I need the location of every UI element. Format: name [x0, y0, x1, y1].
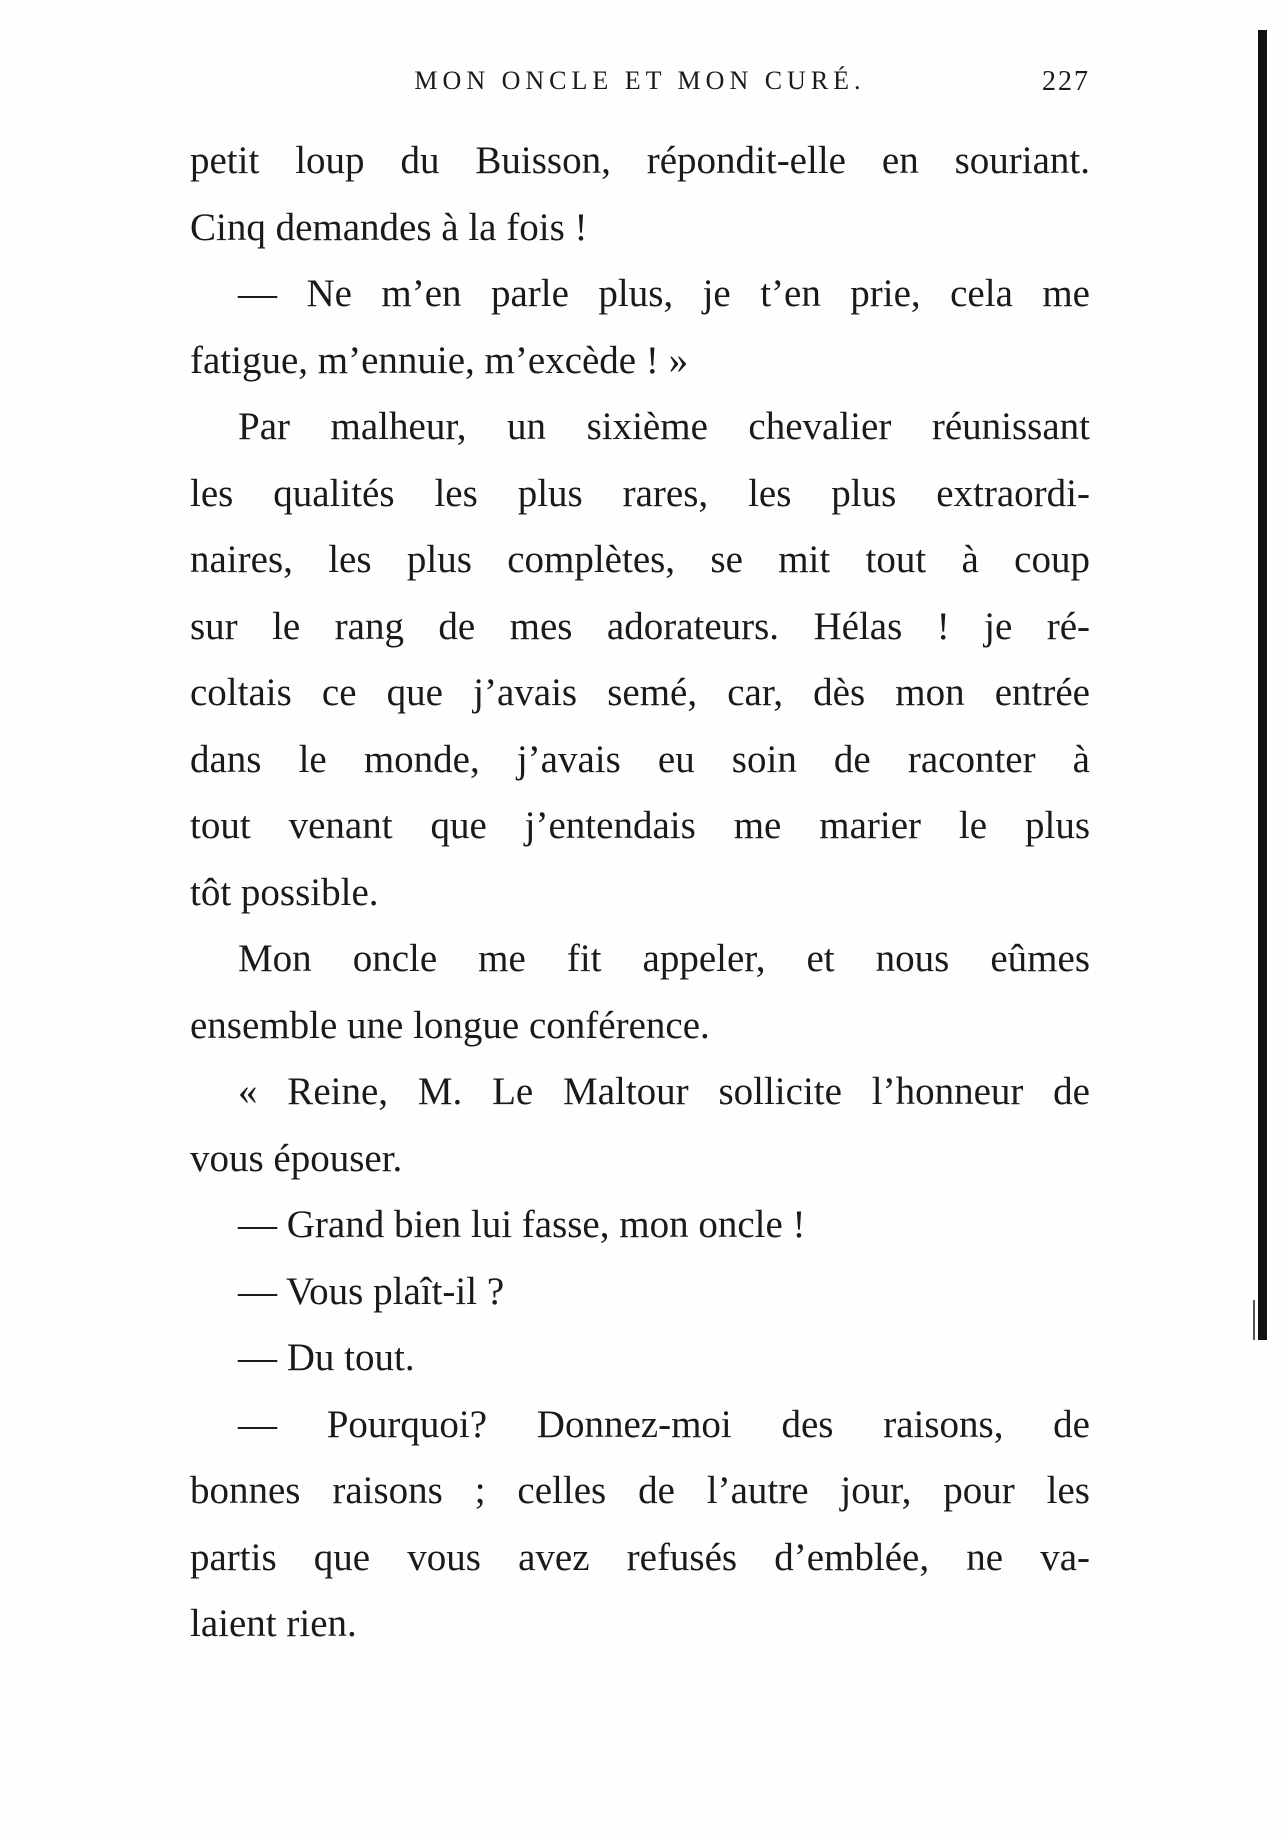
text-line: — Ne m’en parle plus, je t’en prie, cela me — [238, 272, 1090, 315]
text-line: — Pourquoi? Donnez-moi des raisons, de — [238, 1402, 1090, 1446]
text-line: Cinq demandes à la fois ! — [190, 205, 588, 249]
body-text — [190, 128, 1090, 1658]
text-line: naires, les plus complètes, se mit tout à coup — [190, 538, 1090, 581]
running-head — [190, 66, 1090, 106]
binding-edge-shadow — [1253, 1300, 1255, 1340]
text-line: laient rien. — [190, 1602, 357, 1645]
text-line: les qualités les plus rares, les plus extraordi- — [190, 471, 1090, 515]
text-line: partis que vous avez refusés d’emblée, ne va- — [190, 1535, 1090, 1579]
binding-edge — [1258, 30, 1267, 1340]
text-line: « Reine, M. Le Maltour sollicite l’honneur de — [238, 1070, 1090, 1113]
text-line: — Vous plaît-il ? — [238, 1269, 505, 1313]
text-line: dans le monde, j’avais eu soin de raconter à — [190, 737, 1090, 781]
text-line: bonnes raisons ; celles de l’autre jour, pour les — [190, 1469, 1090, 1512]
text-line: petit loup du Buisson, répondit-elle en souriant. — [190, 139, 1090, 182]
text-line: sur le rang de mes adorateurs. Hélas ! je ré- — [190, 604, 1090, 648]
running-title: MON ONCLE ET MON CURÉ. — [414, 66, 866, 95]
text-line: — Du tout. — [238, 1336, 415, 1379]
text-line: Par malheur, un sixième chevalier réunissant — [238, 405, 1090, 448]
text-line: vous épouser. — [190, 1136, 403, 1180]
text-line: tout venant que j’entendais me marier le plus — [190, 804, 1090, 847]
text-line: coltais ce que j’avais semé, car, dès mon entrée — [190, 671, 1090, 714]
text-line: fatigue, m’ennuie, m’excède ! » — [190, 338, 689, 382]
text-line: — Grand bien lui fasse, mon oncle ! — [238, 1203, 806, 1246]
text-line: Mon oncle me fit appeler, et nous eûmes — [238, 937, 1090, 980]
page-number: 227 — [1042, 66, 1090, 97]
text-line: ensemble une longue conférence. — [190, 1003, 710, 1047]
text-line: tôt possible. — [190, 870, 379, 914]
